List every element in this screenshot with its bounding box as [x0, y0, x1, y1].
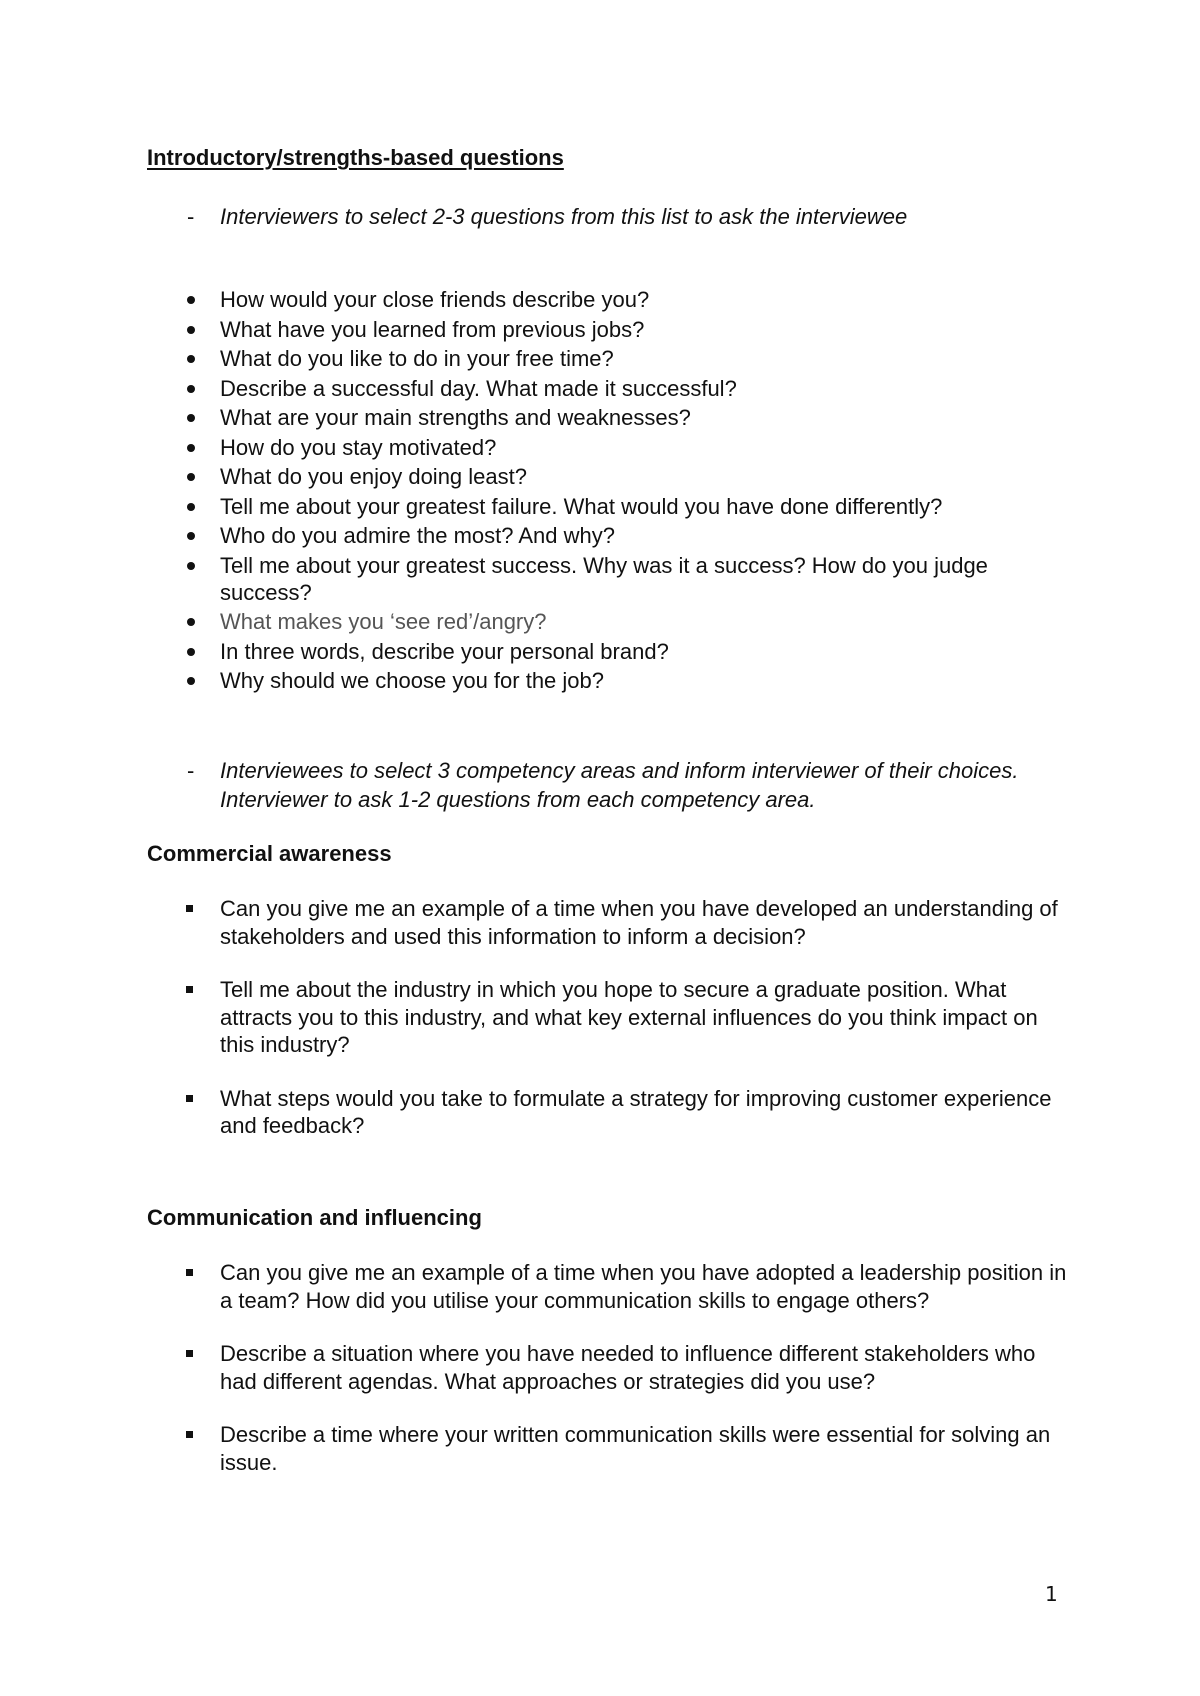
communication-question-list [0, 1259, 1200, 1476]
list-item: What steps would you take to formulate a strategy for improving customer experience and feedback? [0, 1085, 1200, 1140]
list-item: How do you stay motivated? [0, 434, 1200, 461]
page-number: 1 [1045, 1582, 1058, 1606]
square-bullet-icon [186, 986, 193, 993]
instruction-text: Interviewees to select 3 competency areas and inform interviewer of their choices. Interviewer to ask 1-2 questions from each competency area. [220, 758, 1019, 812]
commercial-awareness-question-list [0, 895, 1200, 1140]
list-item: Can you give me an example of a time when you have developed an understanding of stakeholders and used this information to inform a decision? [0, 895, 1200, 950]
bullet-icon [187, 473, 195, 481]
intro-question-list [0, 286, 1200, 697]
list-item: Tell me about your greatest success. Why was it a success? How do you judge success? [0, 552, 1200, 606]
square-bullet-icon [186, 1431, 193, 1438]
bullet-icon [187, 355, 195, 363]
bullet-icon [187, 296, 195, 304]
dash-marker: - [187, 204, 195, 229]
section-title-commercial-awareness: Commercial awareness [147, 841, 392, 866]
list-item: Can you give me an example of a time when you have adopted a leadership position in a team? How did you utilise your communication skills to engage others? [0, 1259, 1200, 1314]
bullet-icon [187, 648, 195, 656]
instruction-interviewees [147, 756, 1100, 814]
bullet-icon [187, 532, 195, 540]
square-bullet-icon [186, 1350, 193, 1357]
list-item: Why should we choose you for the job? [0, 667, 1200, 694]
list-item: Tell me about your greatest failure. What would you have done differently? [0, 493, 1200, 520]
list-item: What do you like to do in your free time? [0, 345, 1200, 372]
list-item: What have you learned from previous jobs? [0, 316, 1200, 343]
bullet-icon [187, 562, 195, 570]
list-item: Describe a situation where you have needed to influence different stakeholders who had different agendas. What approaches or strategies did you use? [0, 1340, 1200, 1395]
square-bullet-icon [186, 905, 193, 912]
section-title-communication-influencing: Communication and influencing [147, 1205, 482, 1230]
list-item: What are your main strengths and weaknesses? [0, 404, 1200, 431]
list-item: What makes you ‘see red’/angry? [0, 608, 1200, 635]
bullet-icon [187, 618, 195, 626]
bullet-icon [187, 444, 195, 452]
bullet-icon [187, 414, 195, 422]
list-item: Describe a time where your written communication skills were essential for solving an issue. [0, 1421, 1200, 1476]
bullet-icon [187, 326, 195, 334]
bullet-icon [187, 385, 195, 393]
section-heading-intro: Introductory/strengths-based questions [147, 145, 564, 170]
square-bullet-icon [186, 1269, 193, 1276]
bullet-icon [187, 677, 195, 685]
list-item: In three words, describe your personal brand? [0, 638, 1200, 665]
list-item: Describe a successful day. What made it successful? [0, 375, 1200, 402]
list-item: Tell me about the industry in which you hope to secure a graduate position. What attracts you to this industry, and what key external influences do you think impact on this industry? [0, 976, 1200, 1059]
instruction-text: Interviewers to select 2-3 questions from this list to ask the interviewee [220, 204, 908, 229]
square-bullet-icon [186, 1095, 193, 1102]
dash-marker: - [187, 758, 195, 783]
list-item: How would your close friends describe you? [0, 286, 1200, 313]
list-item: What do you enjoy doing least? [0, 463, 1200, 490]
instruction-interviewers [147, 202, 1100, 231]
bullet-icon [187, 503, 195, 511]
list-item: Who do you admire the most? And why? [0, 522, 1200, 549]
